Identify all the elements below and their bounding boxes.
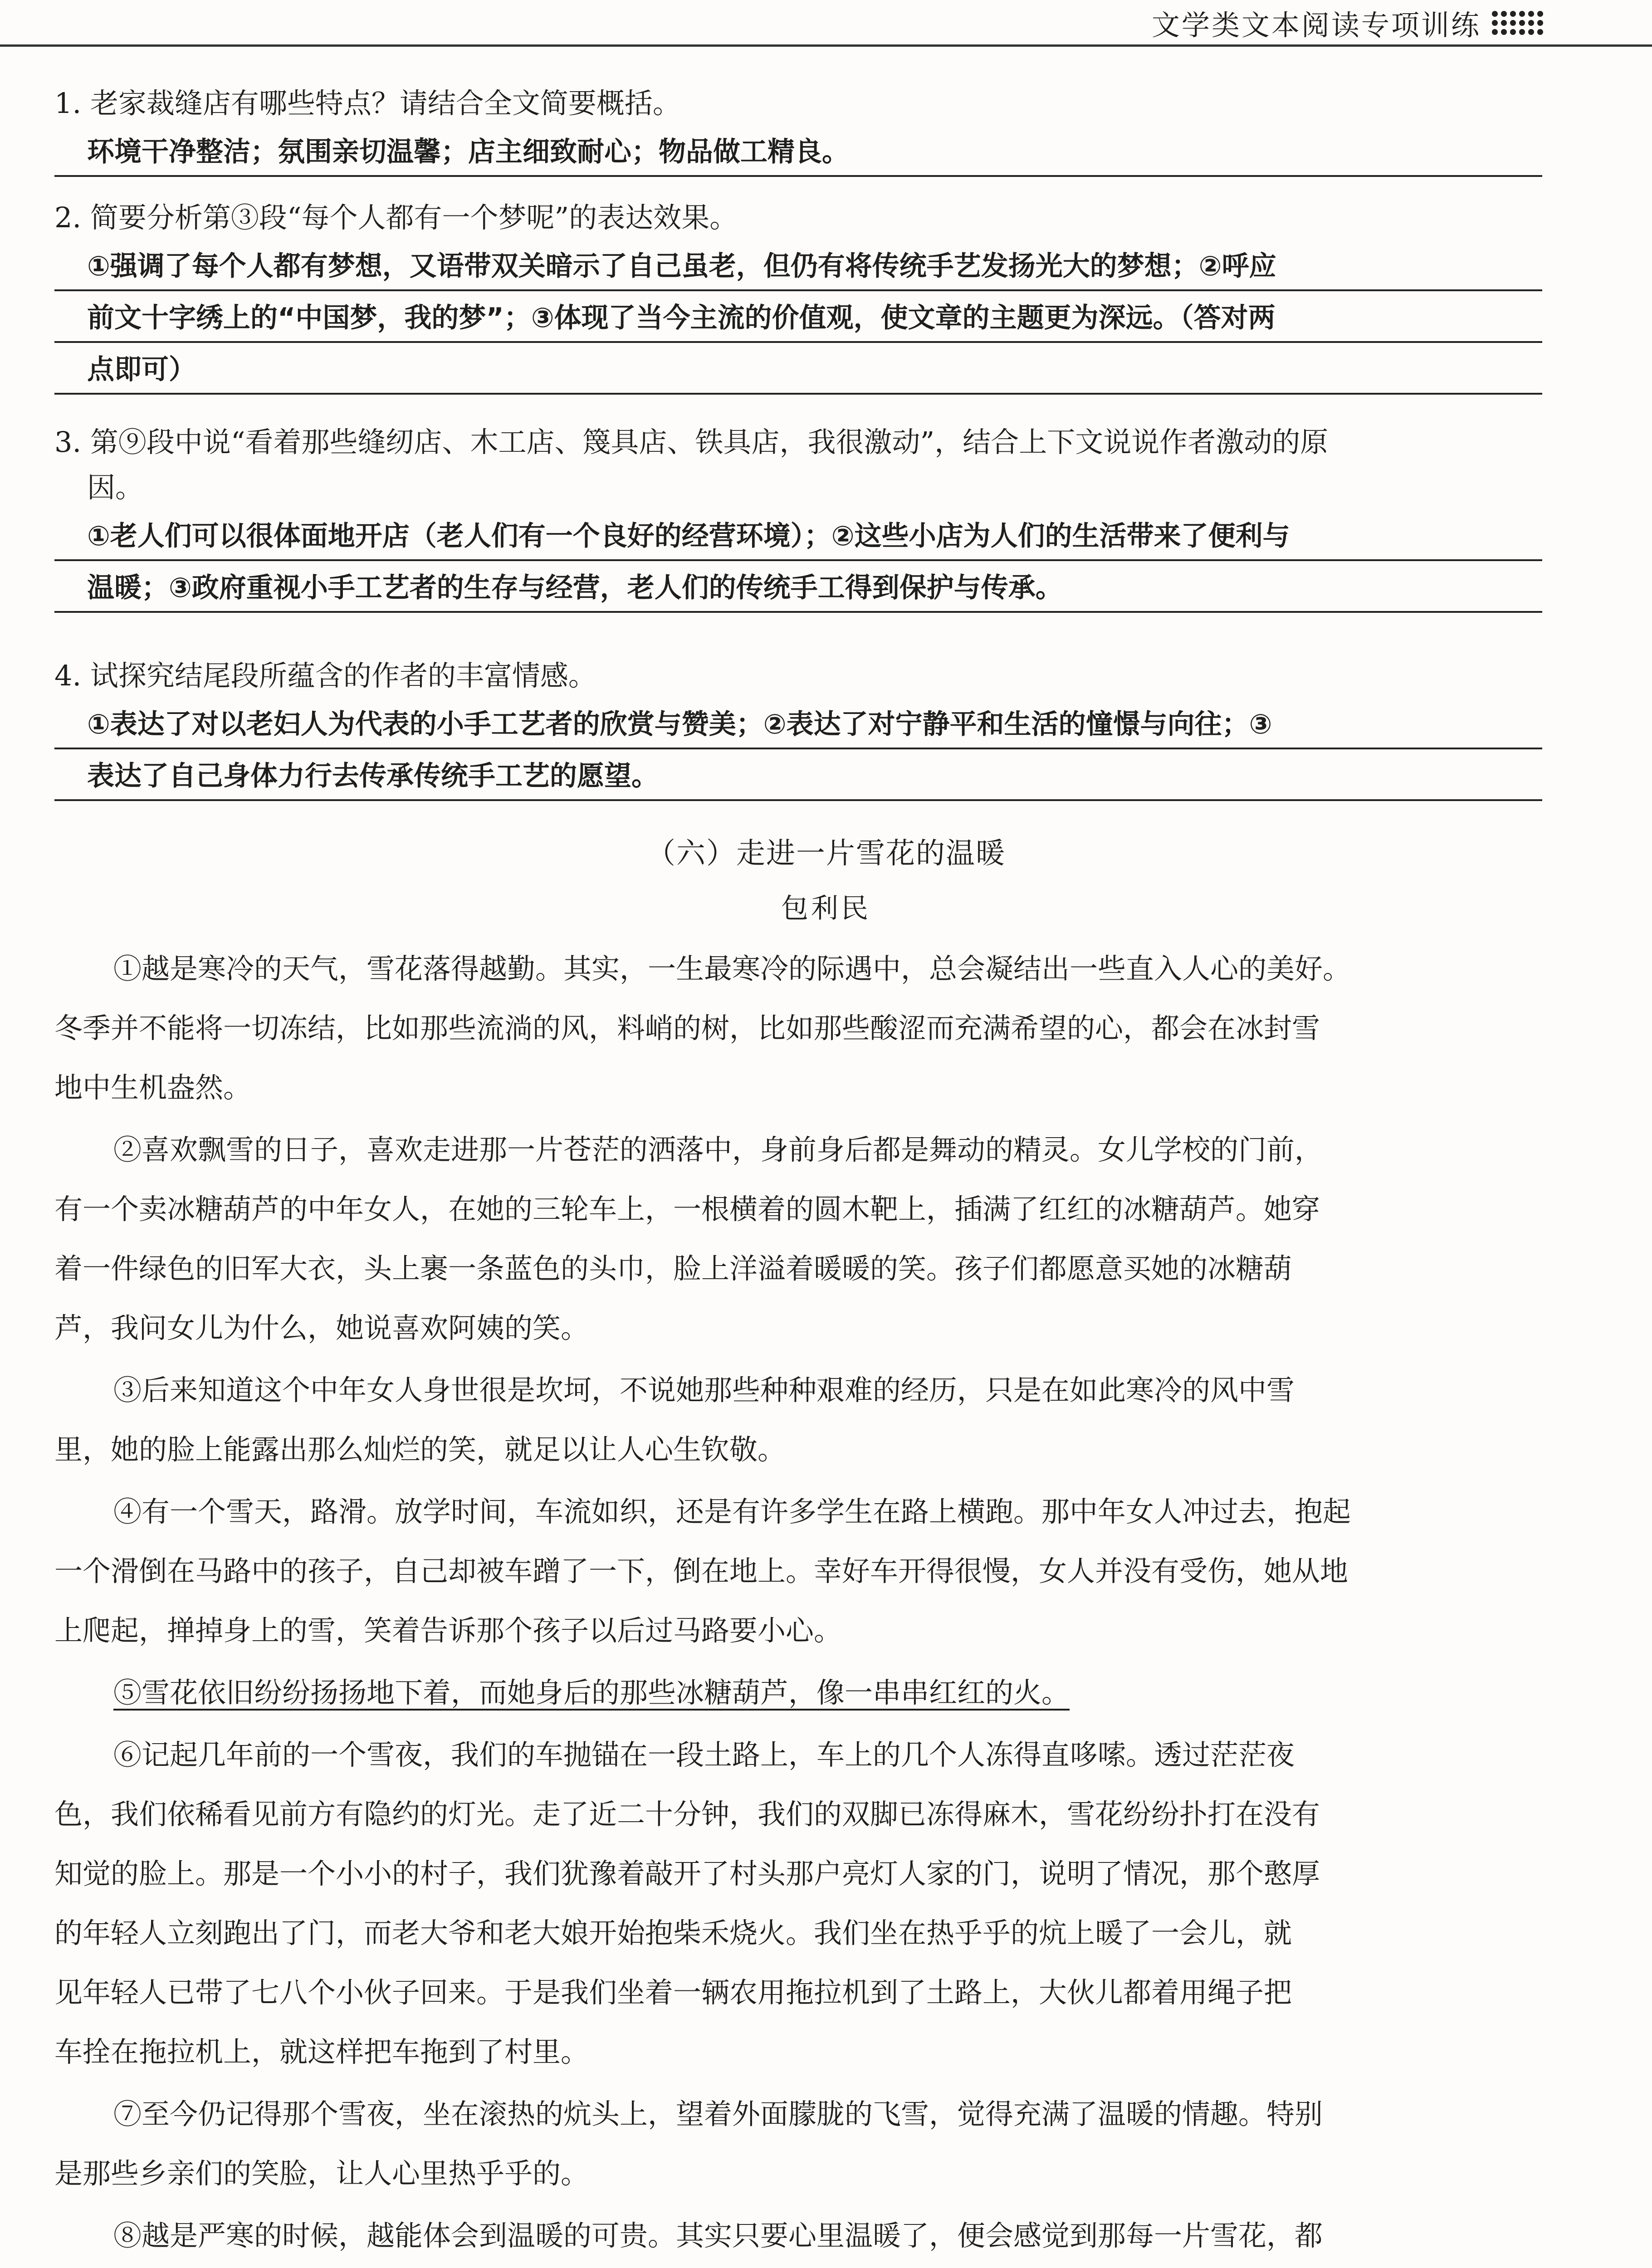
question-4-prompt: 4. 试探究结尾段所蕴含的作者的丰富情感。 bbox=[54, 659, 596, 692]
header-title: 文学类文本阅读专项训练 bbox=[1151, 8, 1481, 42]
paragraph-4 bbox=[54, 1482, 1542, 1660]
paragraph-line: 的年轻人立刻跑出了门，而老大爷和老大娘开始抱柴禾烧火。我们坐在热乎乎的炕上暖了一会儿，就 bbox=[54, 1916, 1292, 1950]
question-3-prompt-line: 3. 第⑨段中说“看着那些缝纫店、木工店、篾具店、铁具店，我很激动”，结合上下文说说作者激动的原 bbox=[54, 425, 1329, 459]
question-3-prompt-line: 因。 bbox=[87, 471, 144, 504]
paragraph-line bbox=[54, 2265, 1542, 2268]
paragraph-line: 有一个卖冰糖葫芦的中年女人，在她的三轮车上，一根横着的圆木靶上，插满了红红的冰糖葫芦。她穿 bbox=[54, 1193, 1320, 1226]
question-2 bbox=[54, 195, 1542, 396]
answer-line: 前文十字绣上的“中国梦，我的梦”；③体现了当今主流的价值观，使文章的主题更为深远。（答对两 bbox=[87, 302, 1276, 334]
paragraph-line: ⑥记起几年前的一个雪夜，我们的车抛锚在一段土路上，车上的几个人冻得直哆嗦。透过茫茫夜 bbox=[113, 1738, 1295, 1771]
paragraph-line: ①越是寒冷的天气，雪花落得越勤。其实，一生最寒冷的际遇中，总会凝结出一些直入人心的美好。 bbox=[113, 952, 1351, 985]
answer-line: 温暖；③政府重视小手工艺者的生存与经营，老人们的传统手工得到保护与传承。 bbox=[87, 572, 1063, 604]
paragraph-line: 冬季并不能将一切冻结，比如那些流淌的风，料峭的树，比如那些酸涩而充满希望的心，都会在冰封雪 bbox=[54, 1012, 1320, 1045]
running-header bbox=[1152, 5, 1543, 41]
paragraph-line: ④有一个雪天，路滑。放学时间，车流如织，还是有许多学生在路上横跑。那中年女人冲过去，抱起 bbox=[113, 1495, 1351, 1528]
paragraph-line: 色，我们依稀看见前方有隐约的灯光。走了近二十分钟，我们的双脚已冻得麻木，雪花纷纷扑打在没有 bbox=[54, 1798, 1320, 1831]
answer-line: 点即可） bbox=[87, 354, 196, 386]
question-2-answer bbox=[54, 240, 1542, 396]
story-title: （六）走进一片雪花的温暖 bbox=[646, 837, 1006, 870]
underlined-sentence: ⑤雪花依旧纷纷扬扬地下着，而她身后的那些冰糖葫芦，像一串串红红的火。 bbox=[113, 1676, 1070, 1709]
paragraph-line: 芦，我问女儿为什么，她说喜欢阿姨的笑。 bbox=[54, 1311, 589, 1344]
paragraph-3 bbox=[54, 1360, 1542, 1479]
paragraph-line: ③后来知道这个中年女人身世很是坎坷，不说她那些种种艰难的经历，只是在如此寒冷的风中雪 bbox=[113, 1374, 1295, 1407]
question-4-answer bbox=[54, 699, 1542, 802]
story-body bbox=[54, 939, 1542, 2268]
paragraph-line: 一个滑倒在马路中的孩子，自己却被车蹭了一下，倒在地上。幸好车开得很慢，女人并没有受伤，她从地 bbox=[54, 1554, 1349, 1588]
paragraph-line: 地中生机盎然。 bbox=[54, 1071, 252, 1104]
paragraph-5 bbox=[54, 1663, 1542, 1722]
paragraph-line: 知觉的脸上。那是一个小小的村子，我们犹豫着敲开了村头那户亮灯人家的门，说明了情况，那个憨厚 bbox=[54, 1857, 1320, 1890]
question-1-answer bbox=[54, 126, 1542, 178]
paragraph-2 bbox=[54, 1120, 1542, 1358]
answer-line: ①老人们可以很体面地开店（老人们有一个良好的经营环境）；②这些小店为人们的生活带来了便利与 bbox=[87, 520, 1290, 552]
paragraph-7 bbox=[54, 2084, 1542, 2203]
answer-line: ①表达了对以老妇人为代表的小手工艺者的欣赏与赞美；②表达了对宁静平和生活的憧憬与向往；③ bbox=[87, 709, 1272, 740]
paragraph-line: 车拴在拖拉机上，就这样把车拖到了村里。 bbox=[54, 2035, 589, 2068]
header-rule bbox=[0, 44, 1652, 47]
paragraph-line: 里，她的脸上能露出那么灿烂的笑，就足以让人心生钦敬。 bbox=[54, 1433, 786, 1466]
paragraph-line: ⑦至今仍记得那个雪夜，坐在滚热的炕头上，望着外面朦胧的飞雪，觉得充满了温暖的情趣。特别 bbox=[113, 2097, 1323, 2131]
paragraph-1 bbox=[54, 939, 1542, 1117]
paragraph-8 bbox=[54, 2206, 1542, 2268]
paragraph-6 bbox=[54, 1725, 1542, 2082]
answer-line: ①强调了每个人都有梦想，又语带双关暗示了自己虽老，但仍有将传统手艺发扬光大的梦想；②呼应 bbox=[87, 250, 1276, 282]
header-dots-decoration bbox=[1492, 11, 1543, 35]
paragraph-line: ②喜欢飘雪的日子，喜欢走进那一片苍茫的洒落中，身前身后都是舞动的精灵。女儿学校的门前， bbox=[113, 1133, 1323, 1166]
answer-line: 表达了自己身体力行去传承传统手工艺的愿望。 bbox=[87, 760, 659, 792]
paragraph-line: 上爬起，掸掉身上的雪，笑着告诉那个孩子以后过马路要小心。 bbox=[54, 1614, 842, 1647]
paragraph-line bbox=[54, 1663, 1542, 1722]
paragraph-line: 着一件绿色的旧军大衣，头上裹一条蓝色的头巾，脸上洋溢着暖暖的笑。孩子们都愿意买她的冰糖葫 bbox=[54, 1252, 1292, 1285]
paragraph-line: 是那些乡亲们的笑脸，让人心里热乎乎的。 bbox=[54, 2157, 589, 2190]
answer-line: 环境干净整洁；氛围亲切温馨；店主细致耐心；物品做工精良。 bbox=[87, 136, 849, 168]
paragraph-line: ⑧越是严寒的时候，越能体会到温暖的可贵。其实只要心里温暖了，便会感觉到那每一片雪花，都 bbox=[113, 2219, 1323, 2252]
paragraph-line: 见年轻人已带了七八个小伙子回来。于是我们坐着一辆农用拖拉机到了土路上，大伙儿都着用绳子把 bbox=[54, 1976, 1292, 2009]
question-3 bbox=[54, 420, 1542, 614]
question-1 bbox=[54, 81, 1542, 178]
story-author: 包利民 bbox=[781, 893, 871, 924]
question-1-prompt: 1. 老家裁缝店有哪些特点？请结合全文简要概括。 bbox=[54, 87, 681, 120]
question-2-prompt: 2. 简要分析第③段“每个人都有一个梦呢”的表达效果。 bbox=[54, 201, 738, 234]
question-3-answer bbox=[54, 510, 1542, 614]
question-4 bbox=[54, 653, 1542, 802]
